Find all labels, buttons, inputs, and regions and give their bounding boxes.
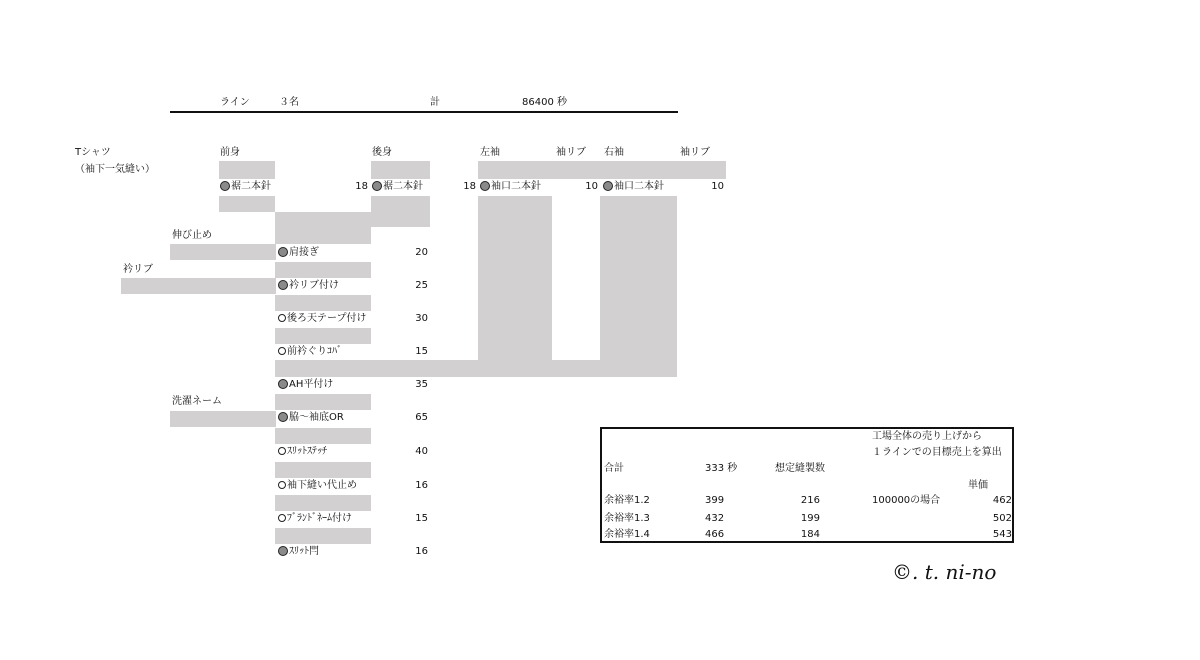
prep-op-time: 10 — [711, 181, 724, 192]
main-op-label: 肩接ぎ — [289, 247, 319, 258]
shoulder-join-bar — [275, 212, 371, 244]
prep-op-label: 裾二本針 — [231, 181, 271, 192]
main-op-time: 20 — [415, 247, 428, 258]
front-body-drop — [219, 196, 275, 212]
prep-op-label: 裾二本針 — [383, 181, 423, 192]
main-op — [278, 546, 319, 558]
prep-op-time: 10 — [585, 181, 598, 192]
summary-note-2: １ラインでの目標売上を算出 — [872, 447, 1002, 458]
margin-rate-price: 502 — [992, 513, 1012, 524]
filled-marker-icon — [278, 247, 288, 257]
main-op-label: ｽﾘｯﾄ閂 — [289, 546, 319, 557]
main-op — [278, 412, 344, 424]
copyright-mark: ©. t. ni-no — [892, 560, 997, 584]
filled-marker-icon — [278, 379, 288, 389]
prep-op-time: 18 — [355, 181, 368, 192]
main-op-label: 脇～袖底OR — [289, 412, 344, 423]
open-marker-icon — [278, 314, 286, 322]
summary-total-label: 合計 — [604, 463, 624, 474]
margin-rate-count: 216 — [800, 495, 820, 506]
part-right-sleeve-rib: 袖リブ — [680, 147, 710, 158]
open-marker-icon — [278, 447, 286, 455]
main-op — [278, 280, 339, 292]
margin-rate-label: 余裕率1.4 — [604, 529, 650, 540]
filled-marker-icon — [278, 412, 288, 422]
filled-marker-icon — [480, 181, 490, 191]
open-marker-icon — [278, 481, 286, 489]
prep-op — [480, 181, 541, 193]
prep-op — [603, 181, 664, 193]
sleeves-top-bar — [478, 161, 726, 179]
open-marker-icon — [278, 514, 286, 522]
left-sleeve-column — [478, 196, 552, 360]
filled-marker-icon — [278, 546, 288, 556]
main-op-label: 衿リブ付け — [289, 280, 339, 291]
main-op-time: 35 — [415, 379, 428, 390]
main-op-time: 40 — [415, 446, 428, 457]
prep-op — [372, 181, 423, 193]
back-body-drop — [371, 196, 430, 227]
main-op-label: AH平付け — [289, 379, 334, 390]
main-step-bar-4 — [275, 394, 371, 410]
main-op — [278, 480, 357, 492]
margin-rate-label: 余裕率1.2 — [604, 495, 650, 506]
filled-marker-icon — [220, 181, 230, 191]
main-step-bar-1 — [275, 262, 371, 278]
main-op-time: 65 — [415, 412, 428, 423]
summary-box — [600, 427, 1014, 543]
prep-op-time: 18 — [463, 181, 476, 192]
main-op — [278, 513, 352, 525]
filled-marker-icon — [603, 181, 613, 191]
margin-rate-label: 余裕率1.3 — [604, 513, 650, 524]
front-body-bar — [219, 161, 275, 179]
filled-marker-icon — [278, 280, 288, 290]
main-op-time: 25 — [415, 280, 428, 291]
margin-rate-price: 462 — [992, 495, 1012, 506]
main-op-label: 前衿ぐりｺﾊﾞ — [287, 346, 342, 357]
main-step-bar-8 — [275, 528, 371, 544]
part-right-sleeve: 右袖 — [604, 147, 624, 158]
main-step-bar-7 — [275, 495, 371, 511]
main-op-label: ｽﾘｯﾄｽﾃｯﾁ — [287, 446, 327, 457]
total-value: 86400 秒 — [522, 97, 567, 108]
stay-tape-bar — [170, 244, 276, 260]
part-left-sleeve-rib: 袖リブ — [556, 147, 586, 158]
prep-op-label: 袖口二本針 — [614, 181, 664, 192]
prep-op-label: 袖口二本針 — [491, 181, 541, 192]
sleeve-attach-bar — [275, 360, 677, 377]
main-op-time: 15 — [415, 346, 428, 357]
header-rule — [170, 111, 678, 113]
line-label: ライン — [220, 97, 250, 108]
garment-note: （袖下一気縫い） — [75, 164, 155, 175]
summary-note-1: 工場全体の売り上げから — [872, 431, 982, 442]
collar-rib-bar — [121, 278, 276, 294]
total-label: 計 — [430, 97, 440, 108]
main-step-bar-2 — [275, 295, 371, 311]
main-step-bar-3 — [275, 328, 371, 344]
main-op-time: 30 — [415, 313, 428, 324]
open-marker-icon — [278, 347, 286, 355]
workers-count: ３名 — [279, 97, 299, 108]
margin-rate-seconds: 399 — [705, 495, 725, 506]
collar-rib-label: 衿リブ — [123, 264, 153, 275]
part-front-body: 前身 — [220, 147, 240, 158]
main-step-bar-5 — [275, 428, 371, 444]
stay-tape-label: 伸び止め — [172, 230, 212, 241]
main-op-time: 15 — [415, 513, 428, 524]
margin-rate-count: 184 — [800, 529, 820, 540]
main-op-label: 袖下縫い代止め — [287, 480, 357, 491]
main-op-label: 後ろ天テープ付け — [287, 313, 367, 324]
case-label: 100000の場合 — [872, 495, 941, 506]
main-op-label: ﾌﾞﾗﾝﾄﾞﾈｰﾑ付け — [287, 513, 352, 524]
care-label-bar — [170, 411, 276, 427]
filled-marker-icon — [372, 181, 382, 191]
back-body-bar — [371, 161, 430, 179]
main-op — [278, 247, 319, 259]
main-op — [278, 379, 333, 391]
est-count-label: 想定縫製数 — [775, 463, 825, 474]
margin-rate-count: 199 — [800, 513, 820, 524]
margin-rate-seconds: 432 — [705, 513, 725, 524]
unit-price-label: 単価 — [968, 480, 988, 491]
garment-name: Tシャツ — [75, 147, 111, 158]
summary-total-seconds: 333 秒 — [705, 463, 738, 474]
main-op — [278, 346, 342, 358]
main-step-bar-6 — [275, 462, 371, 478]
part-back-body: 後身 — [372, 147, 392, 158]
main-op — [278, 313, 367, 325]
margin-rate-price: 543 — [992, 529, 1012, 540]
right-sleeve-column — [600, 196, 677, 360]
main-op — [278, 446, 327, 458]
main-op-time: 16 — [415, 480, 428, 491]
part-left-sleeve: 左袖 — [480, 147, 500, 158]
prep-op — [220, 181, 271, 193]
margin-rate-seconds: 466 — [705, 529, 725, 540]
main-op-time: 16 — [415, 546, 428, 557]
care-label-label: 洗濯ネーム — [172, 396, 222, 407]
